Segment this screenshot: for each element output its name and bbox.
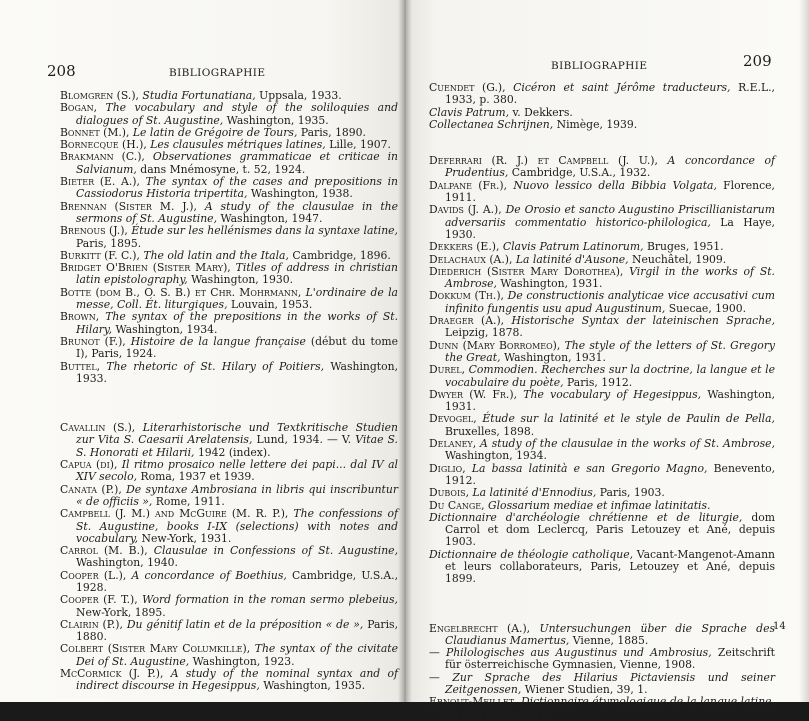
entry-title: Nuovo lessico della Bibbia Volgata, [513, 178, 717, 192]
bibliography-entry [429, 290, 775, 315]
entry-title: The style of the letters of St. Gregory the Great, [445, 338, 775, 364]
bibliography-entry [60, 201, 398, 226]
entry-rest: Washington, 1940. [76, 556, 178, 570]
entry-author: Draeger (A.), [429, 314, 505, 328]
entry-rest: Washington, 1923. [192, 654, 295, 668]
entry-rest: Paris, 1903. [599, 486, 665, 500]
entry-title: Dictionnaire étymologique de la langue latine, [520, 695, 776, 709]
entry-rest: Paris, 1890. [300, 125, 366, 139]
entry-author: Devogel, [429, 412, 477, 426]
entry-title: The vocabulary and style of the soliloquies and dialogues of St. Augustine, [76, 101, 398, 127]
entry-title: A study of the nominal syntax and of indirect discourse in Hegesippus, [76, 667, 398, 693]
entry-rest: Washington, 1935. [263, 679, 366, 693]
entry-title: La bassa latinità e san Gregorio Magno, [471, 461, 708, 475]
entry-rest: New-York, 1931. [141, 531, 232, 545]
left-page [0, 0, 405, 702]
bibliography-entry [60, 484, 398, 509]
entry-rest: Cambridge, 1896. [292, 248, 391, 262]
entry-rest: Roma, 1937 et 1939. [140, 470, 255, 484]
entry-rest: v. Dekkers. [512, 105, 573, 119]
entry-rest: La Haye, 1930. [445, 215, 775, 241]
bibliography-entry [60, 176, 398, 201]
entry-author: Bieter (E. A.), [60, 175, 140, 189]
running-head: BIBLIOGRAPHIE [551, 60, 648, 72]
entry-title: A study of the clausulae in the works of St. Ambrose, [480, 437, 776, 451]
entry-author: Clairin (P.), [60, 617, 123, 631]
entry-rest: Washington, 1931. [445, 387, 776, 414]
entry-title: De Orosio et sancto Augustino Priscillianistarum adversariis commentatio historico-philologica, [445, 203, 775, 229]
entry-title: Studia Fortunatiana, [142, 89, 256, 102]
entry-author: Dunn (Mary Borromeo), [429, 338, 561, 352]
entry-rest: Louvain, 1953. [230, 298, 313, 312]
bibliography-list [60, 90, 398, 693]
entry-author: Dwyer (W. Fr.), [429, 387, 518, 401]
entry-title: Zur Sprache des Hilarius Pictaviensis und seiner Zeitgenossen, [445, 670, 775, 697]
entry-author: Bornecque (H.), [60, 138, 147, 152]
entry-title: Commodien. Recherches sur la doctrine, la langue et le vocabulaire du poète, [445, 363, 775, 389]
entry-rest: Zeitschrift für österreichische Gymnasien, Vienne, 1908. [445, 646, 775, 672]
entry-title2: Vitae S. S. Honorati et Hilarii, [76, 433, 398, 459]
entry-rest: Paris, 1912. [566, 375, 633, 389]
entry-author: Blomgren (S.), [60, 89, 139, 102]
entry-title: Titles of address in christian latin epistolography, [76, 261, 398, 287]
entry-author: Brakmann (C.), [60, 150, 145, 164]
bibliography-entry [60, 102, 398, 127]
entry-author: Du Cange, [429, 498, 485, 512]
entry-title: La latinité d'Ennodius, [472, 486, 597, 500]
bibliography-entry [429, 413, 775, 438]
entry-author: Carrol (M. B.), [60, 544, 148, 558]
entry-rest: dom Carrol et dom Leclercq, Paris Letouzey et Ané, depuis 1903. [445, 510, 775, 549]
bibliography-entry [60, 336, 398, 361]
signature-mark: 14 [773, 621, 786, 632]
entry-rest: Cambridge, U.S.A., 1928. [76, 568, 398, 594]
bibliography-entry [60, 570, 398, 595]
entry-rest: Neuchâtel, 1909. [632, 252, 727, 266]
entry-rest: 2e éd., Paris, 1951. [445, 707, 551, 721]
entry-author: Dekkers (E.), [429, 240, 500, 254]
bibliography-entry [60, 643, 398, 668]
entry-author: Dokkum (Th.), [429, 289, 504, 303]
entry-rest2: 1942 (index). [197, 445, 271, 459]
bibliography-entry [429, 463, 775, 488]
entry-author: Delaney, [429, 437, 477, 451]
entry-title: Étude sur la latinité et le style de Paulin de Pella, [482, 412, 775, 426]
entry-rest: Paris, 1880. [76, 617, 399, 644]
bibliography-entry [60, 508, 398, 545]
entry-author: — [429, 646, 440, 660]
entry-title: The syntax of the cases and prepositions in Cassiodorus Historia tripertita, [76, 175, 398, 201]
entry-author: Cooper (F. T.), [60, 593, 138, 607]
entry-rest: Washington, 1947. [220, 211, 323, 225]
entry-author: Durel, [429, 363, 466, 377]
entry-rest: New-York, 1895. [76, 605, 166, 619]
bibliography-entry [60, 151, 398, 176]
bibliography-entry [429, 180, 775, 205]
page-edge [799, 0, 809, 702]
entry-rest: Washington, 1935. [226, 113, 329, 127]
bibliography-entry [429, 119, 775, 131]
entry-rest: Washington, 1931. [500, 277, 603, 291]
entry-author: Bonnet (M.), [60, 125, 130, 139]
entry-title: The confessions of St. Augustine, books I-IX (selections) with notes and vocabulary, [76, 507, 398, 545]
entry-title: Les clausules métriques latines, [150, 138, 326, 152]
entry-author: Bogan, [60, 101, 98, 115]
entry-author: Botte (dom B., O. S. B.) et Chr. Mohrmann, [60, 285, 302, 299]
entry-author: Capua (di), [60, 458, 118, 472]
entry-title: The syntax of the prepositions in the works of St. Hilary, [76, 310, 398, 336]
entry-rest: Washington, 1930. [191, 273, 294, 287]
entry-title: Cicéron et saint Jérôme traducteurs, [513, 81, 731, 94]
entry-title: Virgil in the works of St. Ambrose, [445, 264, 775, 291]
entry-title: A study of the clausulae in the sermons of St. Augustine, [76, 199, 399, 225]
page-number: 208 [47, 62, 76, 80]
bibliography-entry [429, 672, 775, 697]
bibliography-entry [60, 668, 398, 693]
entry-title: Glossarium mediae et infimae latinitatis. [487, 498, 711, 512]
bibliography-entry [429, 340, 775, 365]
entry-title: Du génitif latin et de la préposition « de », [126, 617, 364, 631]
entry-title: Observationes grammaticae et criticae in Salvianum, [76, 150, 399, 176]
entry-author: Davids (J. A.), [429, 203, 502, 217]
bibliography-entry [429, 696, 775, 721]
entry-rest: Benevento, 1912. [445, 461, 776, 487]
entry-rest: Leipzig, 1878. [445, 326, 523, 340]
entry-title: The old latin and the Itala, [143, 248, 289, 262]
entry-rest: Lille, 1907. [329, 138, 391, 152]
entry-author: Brennan (Sister M. J.), [60, 199, 197, 213]
entry-author: Campbell (J. M.) and McGuire (M. R. P.), [60, 507, 289, 521]
bibliography-entry [429, 512, 775, 549]
entry-title: Collectanea Schrijnen, [429, 117, 554, 131]
entry-rest: Nimège, 1939. [556, 117, 638, 131]
entry-author: Cooper (L.), [60, 568, 127, 582]
section-gap [429, 131, 775, 155]
entry-title: A concordance of Prudentius, [445, 154, 775, 180]
entry-author: Engelbrecht (A.), [429, 621, 531, 635]
bibliography-entry [60, 619, 398, 644]
entry-title: De constructionis analyticae vice accusativi cum infinito fungentis usu apud Augustinum, [445, 289, 775, 315]
bibliography-entry [429, 155, 775, 180]
entry-rest: Lund, 1934. — V. [256, 433, 352, 447]
entry-author: Ernout-Meillet, [429, 695, 518, 709]
entry-author: Diederich (Sister Mary Dorothea), [429, 264, 624, 278]
entry-title: Étude sur les hellénismes dans la syntaxe latine, [131, 224, 398, 238]
entry-author: Diglio, [429, 461, 466, 475]
bibliography-entry [60, 422, 398, 459]
entry-title: Untersuchungen über die Sprache des Claudianus Mamertus, [445, 621, 776, 647]
bibliography-entry [429, 389, 775, 414]
entry-rest: Washington, 1938. [250, 187, 353, 201]
bibliography-entry [60, 287, 398, 312]
bibliography-entry [429, 623, 775, 648]
entry-rest: dans Mnémosyne, t. 52, 1924. [140, 162, 306, 176]
bibliography-entry [429, 315, 775, 340]
entry-title: Clausulae in Confessions of St. Augustine, [153, 544, 399, 558]
entry-title: Le latin de Grégoire de Tours, [132, 125, 298, 139]
entry-title: The vocabulary of Hegesippus, [523, 387, 702, 401]
entry-rest: Rome, 1911. [155, 494, 225, 508]
entry-author: Brunot (F.), [60, 334, 126, 348]
bibliography-entry [429, 647, 775, 672]
entry-title: Literarhistorische und Textkritische Studien zur Vita S. Caesarii Arelatensis, [76, 421, 399, 447]
entry-author: Delachaux (A.), [429, 252, 513, 266]
bibliography-entry [60, 545, 398, 570]
bibliography-entry [429, 204, 775, 241]
bibliography-list [429, 82, 775, 721]
entry-author: — [429, 670, 440, 684]
entry-author: Burkitt (F. C.), [60, 248, 140, 262]
entry-title: La latinité d'Ausone, [515, 252, 629, 266]
entry-rest: Florence, 1911. [445, 178, 775, 205]
entry-rest: Washington, 1933. [76, 359, 399, 385]
bibliography-entry [60, 262, 398, 287]
entry-rest: Vacant-Mangenot-Amann et leurs collaborateurs, Paris, Letouzey et Ané, depuis 1899. [445, 547, 776, 586]
entry-rest: Washington, 1934. [115, 322, 218, 336]
right-page [405, 0, 809, 721]
entry-rest: (début du tome I), Paris, 1924. [76, 334, 399, 361]
entry-author: Cuendet (G.), [429, 81, 506, 94]
entry-author: Dalpane (Fr.), [429, 178, 508, 192]
section-gap [60, 385, 398, 422]
entry-title: Word formation in the roman sermo plebeius, [142, 593, 398, 607]
entry-author: Buttel, [60, 359, 101, 373]
bibliography-entry [60, 311, 398, 336]
entry-rest: Suecae, 1900. [668, 301, 747, 315]
entry-title: Clavis Patrum Latinorum, [502, 240, 644, 254]
entry-author: Bridget O'Brien (Sister Mary), [60, 261, 231, 275]
entry-title: The syntax of the civitate Dei of St. Augustine, [76, 642, 398, 668]
bibliography-entry [60, 361, 398, 386]
bibliography-entry [429, 266, 775, 291]
bibliography-entry [60, 225, 398, 250]
bibliography-entry [60, 459, 398, 484]
bibliography-entry [429, 549, 775, 586]
entry-rest: Uppsala, 1933. [259, 89, 342, 102]
entry-title: Historische Syntax der lateinischen Sprache, [511, 314, 775, 328]
book-gutter [398, 0, 412, 702]
entry-author: Brown, [60, 310, 100, 324]
section-gap [429, 586, 775, 623]
entry-title: De syntaxe Ambrosiana in libris qui inscribuntur « de officiis », [76, 482, 399, 508]
entry-rest: Wiener Studien, 39, 1. [524, 683, 648, 697]
bibliography-entry [429, 438, 775, 463]
entry-rest: Paris, 1895. [76, 236, 142, 250]
entry-title: L'ordinaire de la messe, Coll. Ét. liturgiques, [76, 285, 398, 312]
entry-title: Il ritmo prosaico nelle lettere dei papi... dal IV al XIV secolo, [76, 458, 398, 484]
entry-title: Histoire de la langue française [130, 334, 306, 348]
entry-title: Clavis Patrum, [429, 105, 510, 119]
bibliography-entry [429, 82, 775, 107]
entry-title: Dictionnaire d'archéologie chrétienne et de liturgie, [429, 510, 743, 524]
entry-rest: Bruges, 1951. [646, 240, 724, 254]
entry-author: McCormick (J. P.), [60, 667, 164, 681]
entry-author: Deferrari (R. J.) et Campbell (J. U.), [429, 154, 658, 168]
entry-rest: Washington, 1934. [445, 449, 547, 463]
entry-author: Brenous (J.), [60, 224, 128, 238]
running-head: BIBLIOGRAPHIE [169, 67, 266, 79]
entry-rest: Cambridge, U.S.A., 1932. [511, 166, 651, 180]
page-number: 209 [743, 52, 772, 70]
entry-author: Colbert (Sister Mary Columkille), [60, 642, 251, 656]
entry-rest: Washington, 1931. [503, 350, 606, 364]
entry-author: Dubois, [429, 486, 470, 500]
entry-title: Dictionnaire de théologie catholique, [429, 547, 634, 561]
bibliography-entry [60, 594, 398, 619]
entry-title: Philologisches aus Augustinus und Ambrosius, [445, 646, 712, 660]
entry-title: A concordance of Boethius, [131, 568, 287, 582]
entry-author: Cavallin (S.), [60, 421, 136, 435]
entry-author: Canata (P.), [60, 482, 122, 496]
entry-rest: Vienne, 1885. [572, 633, 649, 647]
entry-rest: Bruxelles, 1898. [445, 424, 535, 438]
bibliography-entry [429, 364, 775, 389]
entry-title: The rhetoric of St. Hilary of Poitiers, [106, 359, 325, 373]
entry-rest: R.E.L., 1933, p. 380. [445, 81, 775, 107]
